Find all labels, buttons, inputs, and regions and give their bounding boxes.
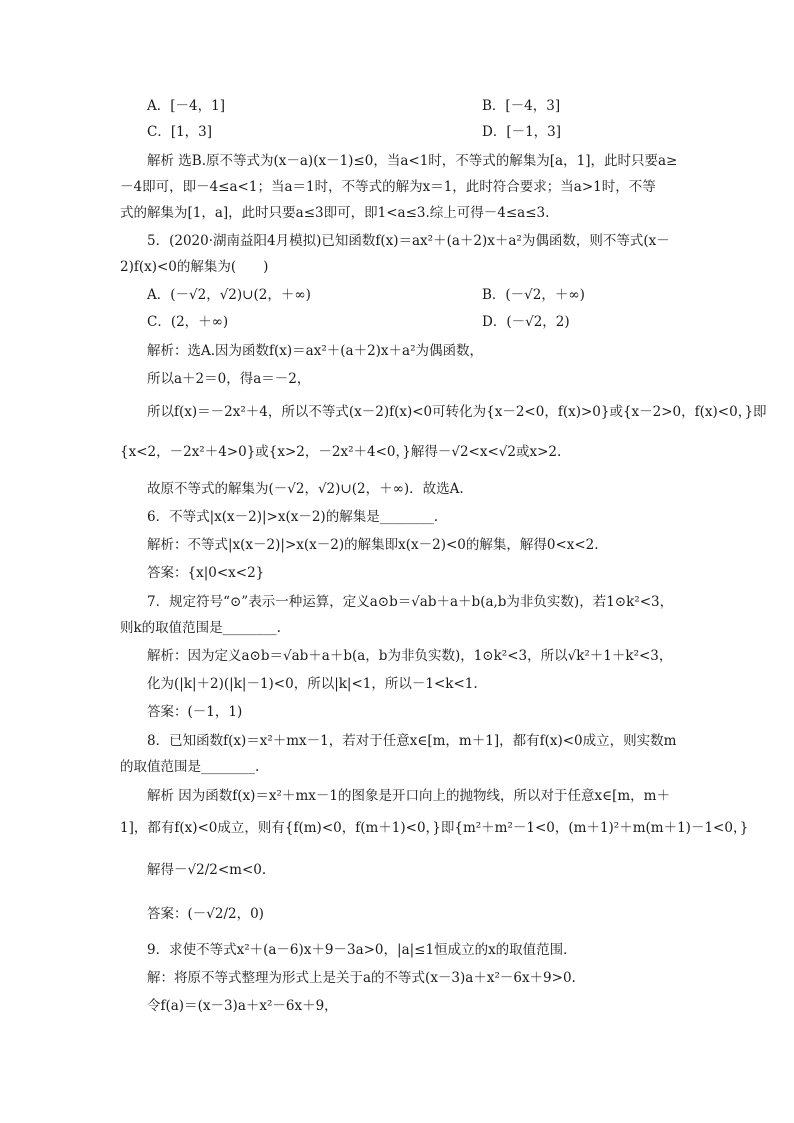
text-line: 解得－√2/2<m<0. <box>147 862 267 878</box>
option-c: C．(2，＋∞) <box>147 314 229 330</box>
text-line: 则k的取值范围是________. <box>120 620 281 636</box>
text-line: 式的解集为[1，a]，此时只要a≤3即可，即1<a≤3.综上可得－4≤a≤3. <box>120 205 550 221</box>
answer-line: 答案：(－1，1) <box>147 704 243 720</box>
text-line: 解析：选A.因为函数f(x)＝ax²＋(a＋2)x＋a²为偶函数， <box>147 343 484 359</box>
option-b: B．[－4，3] <box>482 98 561 114</box>
question-6: 6．不等式|x(x－2)|>x(x－2)的解集是________. <box>147 509 438 525</box>
option-d: D．(－√2，2) <box>482 314 570 330</box>
answer-line: 答案：{x|0<x<2} <box>147 565 265 581</box>
answer-line: 答案：(－√2/2，0) <box>147 906 264 922</box>
text-line: 解析 因为函数f(x)＝x²＋mx－1的图象是开口向上的抛物线，所以对于任意x∈[m，m＋ <box>147 788 670 804</box>
option-row <box>147 124 707 141</box>
question-7: 7．规定符号“⊙”表示一种运算，定义a⊙b＝√ab＋a＋b(a,b为非负实数)，若1⊙k²<3， <box>147 594 674 610</box>
text-line: 所以f(x)＝－2x²＋4，所以不等式(x－2)f(x)<0可转化为{x－2<0，f(x)>0}或{x－2>0，f(x)<0，}即 <box>147 404 767 420</box>
option-c: C．[1，3] <box>147 124 213 140</box>
text-line: 解析：不等式|x(x－2)|>x(x－2)的解集即x(x－2)<0的解集，解得0<x<2. <box>147 537 599 553</box>
text-line: －4即可，即－4≤a<1；当a＝1时，不等式的解为x＝1，此时符合要求；当a>1时，不等 <box>120 179 656 195</box>
option-row <box>147 98 707 115</box>
text-line: 2)f(x)<0的解集为( ) <box>120 259 269 275</box>
question-5: 5．(2020·湖南益阳4月模拟)已知函数f(x)＝ax²＋(a＋2)x＋a²为偶函数，则不等式(x－ <box>147 233 670 249</box>
text-line: 所以a＋2＝0，得a＝－2， <box>147 371 311 387</box>
option-b: B．(－√2，＋∞) <box>482 287 585 303</box>
text-line: 解析：因为定义a⊙b＝√ab＋a＋b(a，b为非负实数)，1⊙k²<3，所以√k²＋1＋k²<3， <box>147 648 673 664</box>
text-line: 1]，都有f(x)<0成立，则有{f(m)<0，f(m＋1)<0，}即{m²＋m²－1<0，(m＋1)²＋m(m＋1)－1<0，} <box>120 820 749 836</box>
text-line: 化为(|k|＋2)(|k|－1)<0，所以|k|<1，所以－1<k<1. <box>147 676 478 692</box>
text-line: 故原不等式的解集为(－√2，√2)∪(2，＋∞)．故选A. <box>147 481 464 497</box>
option-a: A．[－4，1] <box>147 98 225 114</box>
option-row <box>147 287 707 304</box>
option-d: D．[－1，3] <box>482 124 562 140</box>
text-line: 的取值范围是________. <box>120 759 260 775</box>
text-line: 解析 选B.原不等式为(x－a)(x－1)≤0，当a<1时，不等式的解集为[a，1]，此时只要a≥ <box>147 153 678 169</box>
option-row <box>147 314 707 331</box>
question-8: 8．已知函数f(x)＝x²＋mx－1，若对于任意x∈[m，m＋1]，都有f(x)<0成立，则实数m <box>147 733 677 749</box>
question-9: 9．求使不等式x²＋(a－6)x＋9－3a>0，|a|≤1恒成立的x的取值范围． <box>147 942 577 958</box>
text-line: {x<2，－2x²＋4>0}或{x>2，－2x²＋4<0，}解得－√2<x<√2或x>2. <box>120 444 562 460</box>
text-line: 解：将原不等式整理为形式上是关于a的不等式(x－3)a＋x²－6x＋9>0. <box>147 970 576 986</box>
option-a: A．(－√2，√2)∪(2，＋∞) <box>147 287 311 303</box>
text-line: 令f(a)＝(x－3)a＋x²－6x＋9， <box>147 998 338 1014</box>
